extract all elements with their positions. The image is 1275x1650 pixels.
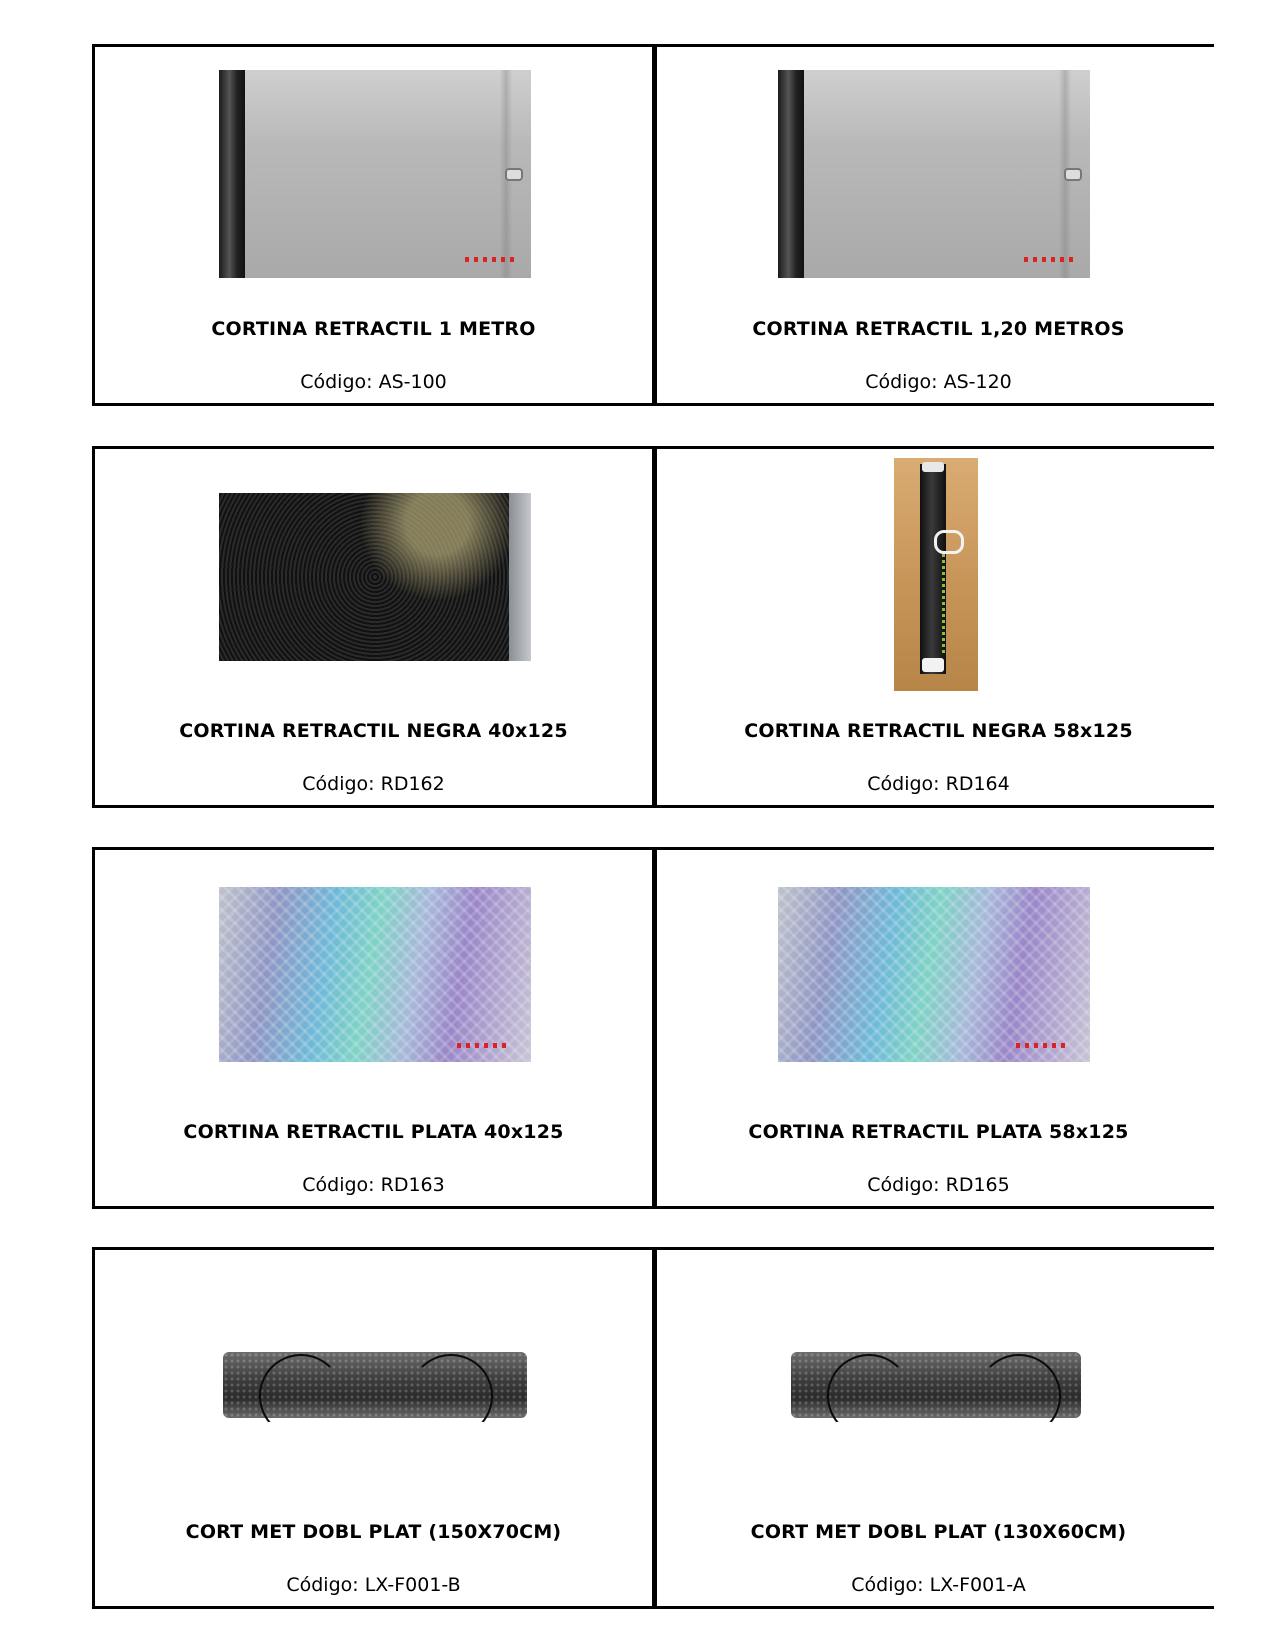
product-card [654,1247,1214,1609]
product-title: CORT MET DOBL PLAT (130X60CM) [750,1521,1127,1543]
product-image [778,70,1090,278]
product-code: Código: AS-100 [300,371,447,393]
product-card [654,847,1214,1209]
product-image [894,458,978,691]
product-image [219,1348,531,1422]
product-code: Código: AS-120 [865,371,1012,393]
product-image [219,493,531,661]
product-code: Código: RD163 [302,1174,445,1196]
product-title: CORT MET DOBL PLAT (150X70CM) [185,1521,562,1543]
product-card [92,44,655,406]
product-image [219,70,531,278]
product-title: CORTINA RETRACTIL 1,20 METROS [752,318,1125,340]
product-code: Código: RD164 [867,773,1010,795]
product-card [92,1247,655,1609]
product-card [92,847,655,1209]
product-card [92,446,655,808]
product-code: Código: RD162 [302,773,445,795]
product-image [787,1348,1085,1422]
product-code: Código: RD165 [867,1174,1010,1196]
product-title: CORTINA RETRACTIL NEGRA 40x125 [179,720,568,742]
product-card [654,446,1214,808]
product-image [219,887,531,1062]
product-image [778,887,1090,1062]
product-title: CORTINA RETRACTIL PLATA 40x125 [183,1121,564,1143]
product-code: Código: LX-F001-A [851,1574,1026,1596]
product-title: CORTINA RETRACTIL 1 METRO [211,318,536,340]
product-title: CORTINA RETRACTIL PLATA 58x125 [748,1121,1129,1143]
product-title: CORTINA RETRACTIL NEGRA 58x125 [744,720,1133,742]
product-code: Código: LX-F001-B [286,1574,461,1596]
product-card [654,44,1214,406]
